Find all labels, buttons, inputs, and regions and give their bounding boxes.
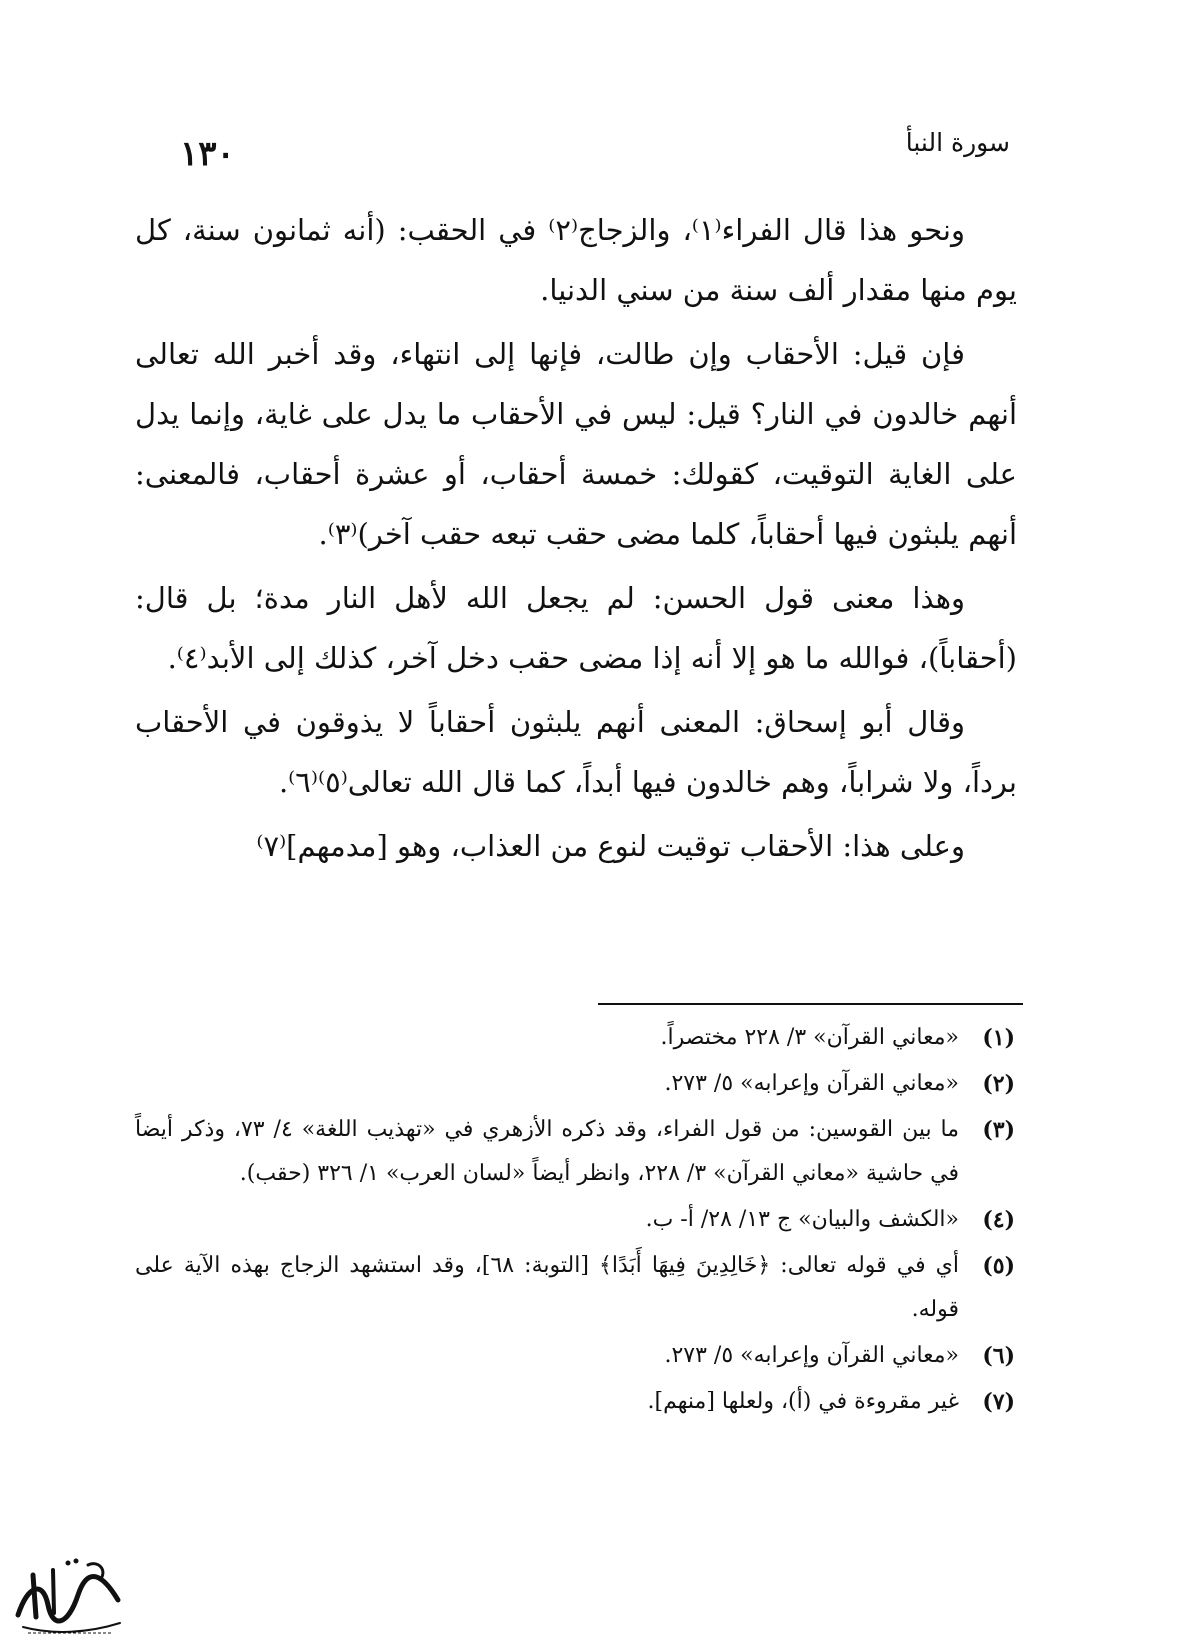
- main-text: [135, 200, 1017, 880]
- paragraph: وهذا معنى قول الحسن: لم يجعل الله لأهل النار مدة؛ بل قال: (أحقاباً)، فوالله ما هو إلا أنه إذا مضى حقب دخل آخر، كذلك إلى الأبد⁽٤⁾.: [135, 581, 1017, 675]
- footnote-separator: [598, 1003, 1023, 1005]
- footnote-text: أي في قوله تعالى: ﴿خَالِدِينَ فِيهَا أَبَدًا﴾ [التوبة: ٦٨]، وقد استشهد الزجاج بهذه الآية على قوله.: [135, 1253, 959, 1322]
- footnote-number: (٥): [982, 1253, 1015, 1279]
- footnote-number: (٤): [982, 1207, 1015, 1233]
- calligraphy-logo-icon: [8, 1545, 128, 1640]
- running-title: سورة النبأ: [905, 128, 1010, 157]
- footnote-number: (٧): [982, 1389, 1015, 1415]
- footnote-text: «معاني القرآن» ٣/ ٢٢٨ مختصراً.: [660, 1025, 959, 1050]
- footnote-text: «معاني القرآن وإعرابه» ٥/ ٢٧٣.: [664, 1071, 959, 1096]
- footnote-number: (١): [982, 1025, 1015, 1051]
- footnote: [135, 1016, 1015, 1060]
- paragraph: وعلى هذا: الأحقاب توقيت لنوع من العذاب، وهو [مدمهم]⁽٧⁾: [256, 829, 965, 863]
- footnotes: [135, 1016, 1015, 1426]
- paragraph: فإن قيل: الأحقاب وإن طالت، فإنها إلى انتهاء، وقد أخبر الله تعالى أنهم خالدون في النار؟ قيل: ليس في الأحقاب ما يدل على غاية، وإنما يدل على الغاية التوقيت، كقولك: خمسة أحقاب، أو عشرة أحقاب، فالمعنى: أنهم يلبثون فيها أحقاباً، كلما مضى حقب تبعه حقب آخر)⁽٣⁾.: [135, 337, 1017, 551]
- footnote: [135, 1244, 1015, 1332]
- footnote: [135, 1062, 1015, 1106]
- footnote-text: «الكشف والبيان» ج ١٣/ ٢٨/ أ- ب.: [645, 1207, 959, 1232]
- publisher-logo: [8, 1545, 128, 1640]
- paragraph: وقال أبو إسحاق: المعنى أنهم يلبثون أحقاباً لا يذوقون في الأحقاب برداً، ولا شراباً، وهم خالدون فيها أبداً، كما قال الله تعالى⁽٥⁾⁽٦⁾.: [135, 705, 1017, 799]
- footnote-number: (٦): [982, 1343, 1015, 1369]
- page-number: ١٣٠: [180, 134, 235, 174]
- footnote: [135, 1380, 1015, 1424]
- footnote: [135, 1198, 1015, 1242]
- footnote-number: (٣): [982, 1117, 1015, 1143]
- footnote: [135, 1108, 1015, 1196]
- footnote-text: غير مقروءة في (أ)، ولعلها [منهم].: [647, 1389, 959, 1414]
- footnote-number: (٢): [982, 1071, 1015, 1097]
- footnote-text: «معاني القرآن وإعرابه» ٥/ ٢٧٣.: [664, 1343, 959, 1368]
- page-header: [180, 128, 1010, 178]
- footnote-text: ما بين القوسين: من قول الفراء، وقد ذكره الأزهري في «تهذيب اللغة» ٤/ ٧٣، وذكر أيضاً في حاشية «معاني القرآن» ٣/ ٢٢٨، وانظر أيضاً «لسان العرب» ١/ ٣٢٦ (حقب).: [135, 1117, 959, 1186]
- footnote: [135, 1334, 1015, 1378]
- paragraph: ونحو هذا قال الفراء⁽١⁾، والزجاج⁽٢⁾ في الحقب: (أنه ثمانون سنة، كل يوم منها مقدار ألف سنة من سني الدنيا.: [135, 213, 1017, 307]
